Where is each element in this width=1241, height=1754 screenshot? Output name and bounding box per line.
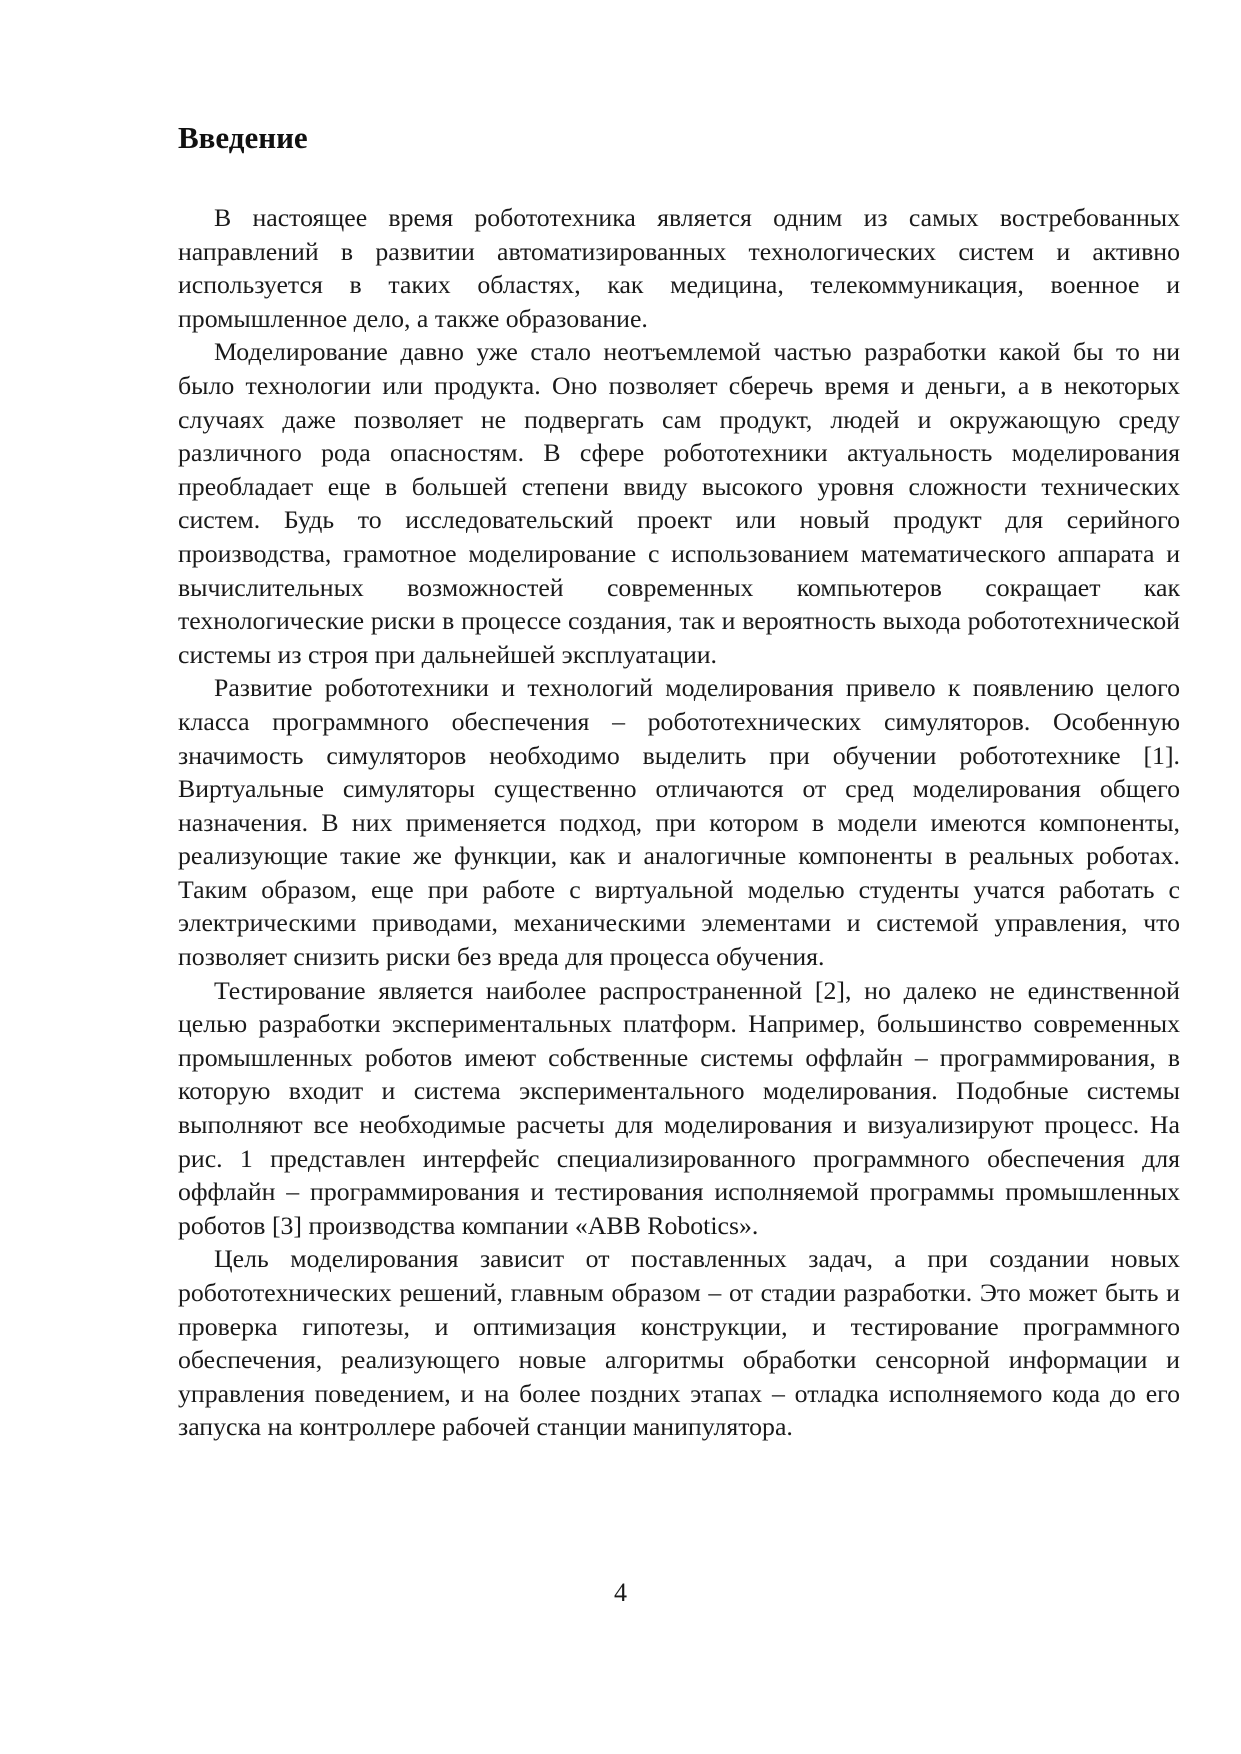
paragraph-2: Моделирование давно уже стало неотъемлемой частью разработки какой бы то ни было технологии или продукта. Оно позволяет сберечь время и деньги, а в некоторых случаях даже позволяет не подвергать сам продукт, людей и окружающую среду различного рода опасностям. В сфере робототехники актуальность моделирования преобладает еще в большей степени ввиду высокого уровня сложности технических систем. Будь то исследовательский проект или новый продукт для серийного производства, грамотное моделирование с использованием математического аппарата и вычислительных возможностей современных компьютеров сокращает как технологические риски в процессе создания, так и вероятность выхода робототехнической системы из строя при дальнейшей эксплуатации. <box>178 337 1180 669</box>
paragraph-4: Тестирование является наиболее распространенной [2], но далеко не единственной целью разработки экспериментальных платформ. Например, большинство современных промышленных роботов имеют собственные системы оффлайн – программирования, в которую входит и система экспериментального моделирования. Подобные системы выполняют все необходимые расчеты для моделирования и визуализируют процесс. На рис. 1 представлен интерфейс специализированного программного обеспечения для оффлайн – программирования и тестирования исполняемой программы промышленных роботов [3] производства компании «ABB Robotics». <box>178 975 1180 1240</box>
paragraph-3: Развитие робототехники и технологий моделирования привело к появлению целого класса программного обеспечения – робототехнических симуляторов. Особенную значимость симуляторов необходимо выделить при обучении робототехнике [1]. Виртуальные симуляторы существенно отличаются от сред моделирования общего назначения. В них применяется подход, при котором в модели имеются компоненты, реализующие такие же функции, как и аналогичные компоненты в реальных роботах. Таким образом, еще при работе с виртуальной моделью студенты учатся работать с электрическими приводами, механическими элементами и системой управления, что позволяет снизить риски без вреда для процесса обучения. <box>178 673 1180 972</box>
body-text <box>178 201 1180 1444</box>
section-heading: Введение <box>178 120 308 155</box>
paragraph-5: Цель моделирования зависит от поставленных задач, а при создании новых робототехнических решений, главным образом – от стадии разработки. Это может быть и проверка гипотезы, и оптимизация конструкции, и тестирование программного обеспечения, реализующего новые алгоритмы обработки сенсорной информации и управления поведением, и на более поздних этапах – отладка исполняемого кода до его запуска на контроллере рабочей станции манипулятора. <box>178 1244 1180 1442</box>
paragraph-1: В настоящее время робототехника является одним из самых востребованных направлений в развитии автоматизированных технологических систем и активно используется в таких областях, как медицина, телекоммуникация, военное и промышленное дело, а также образование. <box>178 203 1180 333</box>
page-number: 4 <box>614 1578 627 1607</box>
